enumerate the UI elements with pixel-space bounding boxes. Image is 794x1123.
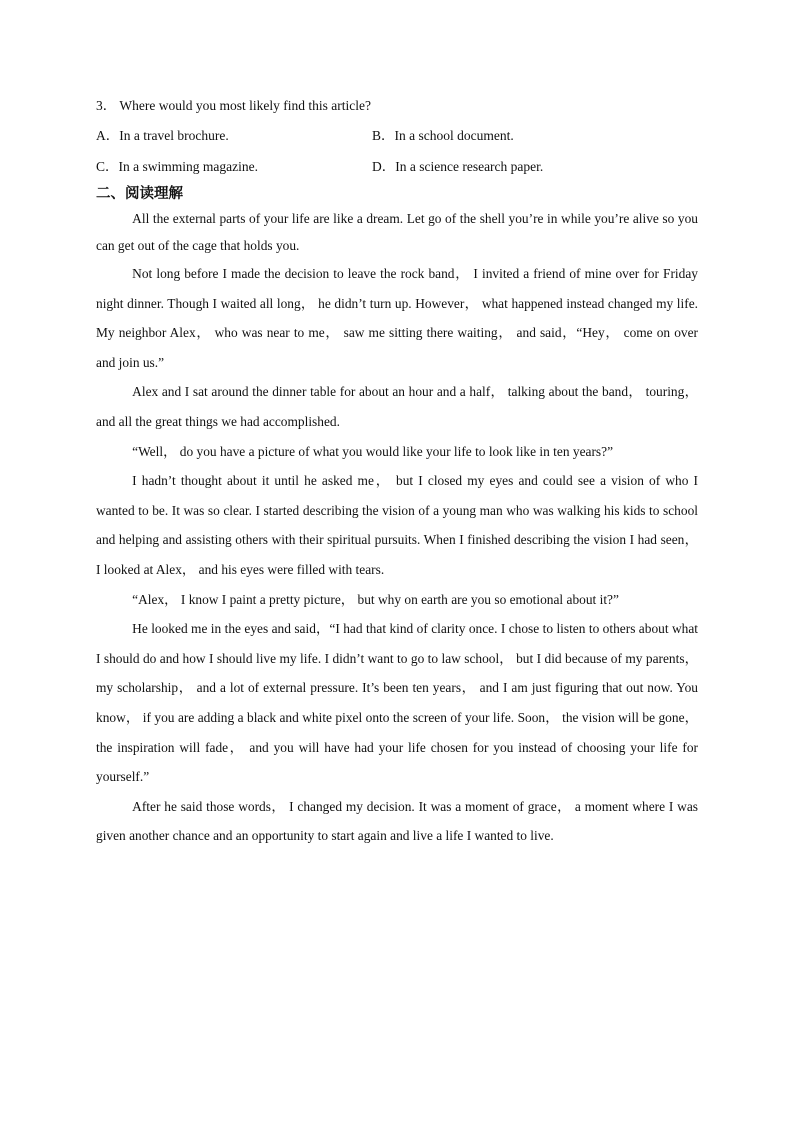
- passage-paragraph-4: “Well， do you have a picture of what you would like your life to look like in ten years?”: [132, 443, 614, 459]
- passage-paragraph-8: After he said those words， I changed my decision. It was a moment of grace， a moment where I was given another chance and an opportunity to start again and live a life I wanted to live.: [96, 798, 698, 844]
- section-title: 二、阅读理解: [96, 186, 183, 202]
- option-text: In a school document.: [394, 128, 514, 143]
- answer-options: [96, 124, 698, 178]
- option-text: In a swimming magazine.: [118, 159, 258, 174]
- option-a: [96, 124, 372, 147]
- option-letter: D．: [372, 159, 396, 174]
- question-text: Where would you most likely find this article?: [119, 98, 371, 113]
- passage-paragraph-2: Not long before I made the decision to leave the rock band， I invited a friend of mine over for Friday night dinner. Though I waited all long， he didn’t turn up. However， what happened instead changed my life. My neighbor Alex， who was near to me， saw me sitting there waiting， and said，“Hey， come on over and join us.”: [96, 266, 698, 370]
- option-letter: A．: [96, 128, 120, 143]
- option-letter: B．: [372, 128, 395, 143]
- passage-paragraph-3: Alex and I sat around the dinner table for about an hour and a half， talking about the band， touring， and all the great things we had accomplished.: [96, 384, 698, 429]
- passage-paragraph-7: He looked me in the eyes and said，“I had that kind of clarity once. I chose to listen to others about what I should do and how I should live my life. I didn’t want to go to law school， but I did because of my parents， my scholarship， and a lot of external pressure. It’s been ten years， and I am just figuring that out now. You know， if you are adding a black and white pixel onto the screen of your life. Soon， the vision will be gone， the inspiration will fade， and you will have had your life chosen for you instead of choosing your life for yourself.”: [96, 621, 698, 785]
- option-c: [96, 155, 372, 178]
- option-text: In a travel brochure.: [119, 128, 229, 143]
- question-3: [96, 94, 698, 118]
- passage-paragraph-6: “Alex， I know I paint a pretty picture， but why on earth are you so emotional about it?”: [132, 591, 619, 607]
- document-page: [96, 94, 698, 851]
- option-text: In a science research paper.: [395, 159, 544, 174]
- question-number: 3．: [96, 98, 117, 113]
- option-b: [372, 124, 698, 147]
- option-letter: C．: [96, 159, 119, 174]
- passage-paragraph-5: I hadn’t thought about it until he asked me， but I closed my eyes and could see a vision of who I wanted to be. It was so clear. I started describing the vision of a young man who was walking his kids to school and helping and assisting others with their spiritual pursuits. When I finished describing the vision I had seen， I looked at Alex， and his eyes were filled with tears.: [96, 473, 698, 577]
- reading-passage: [96, 206, 698, 851]
- passage-paragraph-1: All the external parts of your life are like a dream. Let go of the shell you’re in while you’re alive so you can get out of the cage that holds you.: [96, 211, 698, 253]
- option-d: [372, 155, 698, 178]
